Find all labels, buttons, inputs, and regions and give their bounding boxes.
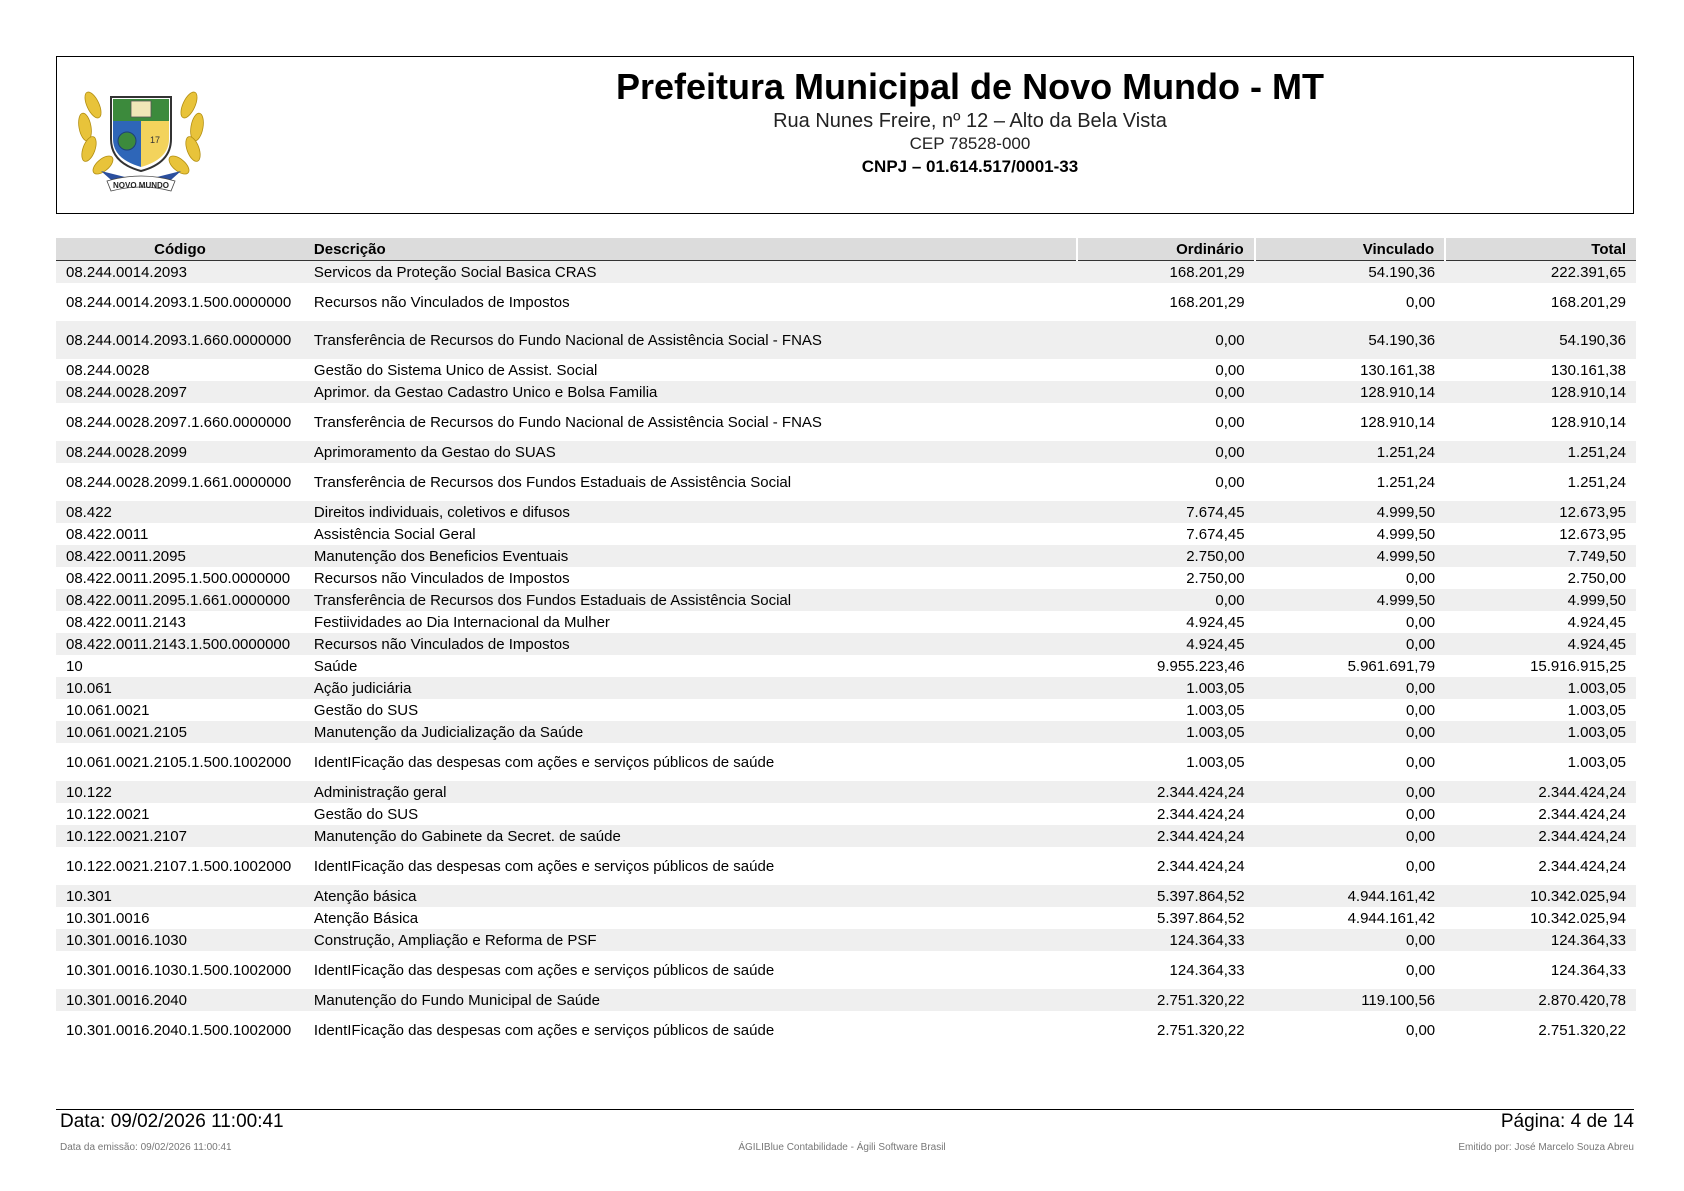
footer-software: ÁGILIBlue Contabilidade - Ágili Software Brasil (738, 1142, 946, 1153)
table-row (56, 699, 1636, 721)
row-ordinario: 168.201,29 (1077, 261, 1255, 284)
row-vinculado: 5.961.691,79 (1347, 657, 1436, 675)
row-vinculado: 0,00 (1405, 753, 1436, 771)
column-header-total: Total (1445, 238, 1636, 261)
table-row (56, 283, 1636, 321)
row-total: 2.344.424,24 (1538, 857, 1626, 875)
svg-text:17: 17 (149, 135, 161, 145)
row-ordinario: 124.364,33 (1169, 961, 1245, 979)
table-row (56, 589, 1636, 611)
row-description: Manutenção do Fundo Municipal de Saúde (304, 989, 1077, 1011)
table-row (56, 847, 1636, 885)
table-header-row (56, 238, 1636, 261)
row-description: Servicos da Proteção Social Basica CRAS (304, 261, 1077, 284)
row-vinculado: 130.161,38 (1360, 361, 1436, 379)
row-code: 10 (66, 657, 83, 675)
table-row (56, 261, 1636, 284)
row-vinculado: 0,00 (1255, 633, 1446, 655)
row-description: IdentIFicação das despesas com ações e serviços públicos de saúde (313, 1021, 775, 1039)
row-vinculado: 0,00 (1255, 929, 1446, 951)
row-code: 08.244.0028.2097 (56, 381, 304, 403)
column-header-description: Descrição (304, 238, 1077, 261)
expense-table (56, 238, 1636, 1049)
row-description: IdentIFicação das despesas com ações e serviços públicos de saúde (313, 857, 775, 875)
row-code: 10.301.0016 (66, 909, 150, 927)
row-total: 1.003,05 (1567, 701, 1626, 719)
table-row (56, 743, 1636, 781)
row-code: 08.244.0014.2093.1.500.0000000 (66, 293, 292, 311)
table-row (56, 677, 1636, 699)
row-total: 4.924,45 (1567, 613, 1626, 631)
row-ordinario: 0,00 (1077, 381, 1255, 403)
row-vinculado: 0,00 (1255, 721, 1446, 743)
row-total: 2.751.320,22 (1538, 1021, 1626, 1039)
row-total: 222.391,65 (1445, 261, 1636, 284)
table-row (56, 907, 1636, 929)
row-ordinario: 0,00 (1077, 441, 1255, 463)
row-ordinario: 1.003,05 (1077, 721, 1255, 743)
table-row (56, 611, 1636, 633)
row-ordinario: 7.674,45 (1186, 525, 1245, 543)
row-total: 2.344.424,24 (1538, 805, 1626, 823)
row-description: IdentIFicação das despesas com ações e serviços públicos de saúde (313, 753, 775, 771)
row-total: 7.749,50 (1445, 545, 1636, 567)
table-row (56, 803, 1636, 825)
table-body (56, 261, 1636, 1050)
table-row (56, 655, 1636, 677)
row-total: 1.003,05 (1445, 721, 1636, 743)
row-code: 08.422.0011.2095.1.661.0000000 (56, 589, 304, 611)
row-total: 2.750,00 (1567, 569, 1626, 587)
row-vinculado: 128.910,14 (1360, 413, 1436, 431)
row-description: Assistência Social Geral (313, 525, 476, 543)
row-code: 10.061.0021.2105.1.500.1002000 (66, 753, 292, 771)
row-code: 08.422.0011.2143.1.500.0000000 (56, 633, 304, 655)
municipal-coat-of-arms-logo (71, 75, 211, 197)
row-code: 08.422.0011.2095.1.500.0000000 (66, 569, 291, 587)
row-total: 130.161,38 (1550, 361, 1626, 379)
row-vinculado: 0,00 (1405, 805, 1436, 823)
row-total: 168.201,29 (1550, 293, 1626, 311)
row-ordinario: 1.003,05 (1186, 753, 1245, 771)
row-vinculado: 0,00 (1255, 825, 1446, 847)
table-row (56, 545, 1636, 567)
table-row (56, 781, 1636, 803)
table-row (56, 1011, 1636, 1049)
row-total: 4.999,50 (1445, 589, 1636, 611)
row-vinculado: 4.999,50 (1255, 589, 1446, 611)
row-vinculado: 54.190,36 (1255, 321, 1446, 359)
row-vinculado: 1.251,24 (1255, 441, 1446, 463)
row-total: 10.342.025,94 (1530, 909, 1626, 927)
table-row (56, 929, 1636, 951)
column-header-code: Código (56, 238, 304, 261)
row-code: 08.244.0028.2099.1.661.0000000 (66, 473, 292, 491)
row-code: 08.422 (56, 501, 304, 523)
row-vinculado: 4.999,50 (1376, 525, 1436, 543)
row-total: 1.003,05 (1567, 753, 1626, 771)
column-header-ordinario: Ordinário (1077, 238, 1255, 261)
row-description: Transferência de Recursos dos Fundos Estaduais de Assistência Social (313, 473, 792, 491)
row-description: Atenção Básica (313, 909, 419, 927)
row-ordinario: 7.674,45 (1077, 501, 1255, 523)
row-ordinario: 9.955.223,46 (1157, 657, 1245, 675)
row-code: 10.301.0016.2040 (56, 989, 304, 1011)
row-total: 2.344.424,24 (1445, 781, 1636, 803)
row-total: 1.251,24 (1445, 441, 1636, 463)
row-vinculado: 0,00 (1405, 701, 1436, 719)
table-row (56, 501, 1636, 523)
table-row (56, 403, 1636, 441)
address-line: Rua Nunes Freire, nº 12 – Alto da Bela Vista (773, 110, 1167, 132)
row-vinculado: 0,00 (1255, 677, 1446, 699)
table-row (56, 885, 1636, 907)
table-row (56, 463, 1636, 501)
row-total: 4.924,45 (1445, 633, 1636, 655)
row-code: 08.422.0011.2143 (66, 613, 186, 631)
row-code: 08.422.0011 (66, 525, 149, 543)
row-vinculado: 4.944.161,42 (1255, 885, 1446, 907)
row-code: 08.244.0014.2093 (56, 261, 304, 284)
row-code: 10.301.0016.2040.1.500.1002000 (66, 1021, 292, 1039)
row-description: Administração geral (304, 781, 1077, 803)
row-total: 2.870.420,78 (1445, 989, 1636, 1011)
row-vinculado: 0,00 (1405, 961, 1436, 979)
row-ordinario: 0,00 (1215, 361, 1245, 379)
row-description: Gestão do Sistema Unico de Assist. Social (313, 361, 598, 379)
table-row (56, 523, 1636, 545)
row-ordinario: 2.750,00 (1186, 569, 1245, 587)
row-total: 1.251,24 (1567, 473, 1626, 491)
row-code: 08.244.0028.2099 (56, 441, 304, 463)
row-ordinario: 2.344.424,24 (1077, 781, 1255, 803)
row-description: Recursos não Vinculados de Impostos (304, 633, 1077, 655)
row-description: Aprimor. da Gestao Cadastro Unico e Bolsa Familia (304, 381, 1077, 403)
row-description: Recursos não Vinculados de Impostos (313, 569, 570, 587)
row-vinculado: 0,00 (1405, 613, 1436, 631)
row-total: 128.910,14 (1445, 381, 1636, 403)
row-ordinario: 5.397.864,52 (1157, 909, 1245, 927)
row-description: Atenção básica (304, 885, 1077, 907)
row-description: Transferência de Recursos dos Fundos Estaduais de Assistência Social (304, 589, 1077, 611)
table-row (56, 989, 1636, 1011)
row-code: 10.061.0021.2105 (56, 721, 304, 743)
row-total: 10.342.025,94 (1445, 885, 1636, 907)
row-code: 08.422.0011.2095 (56, 545, 304, 567)
row-ordinario: 2.344.424,24 (1157, 857, 1245, 875)
row-code: 10.122.0021.2107.1.500.1002000 (66, 857, 292, 875)
row-total: 15.916.915,25 (1530, 657, 1626, 675)
row-ordinario: 124.364,33 (1077, 929, 1255, 951)
footer-date: Data: 09/02/2026 11:00:41 (60, 1111, 284, 1132)
row-code: 10.061.0021 (66, 701, 150, 719)
row-code: 10.122.0021.2107 (56, 825, 304, 847)
row-description: Transferência de Recursos do Fundo Nacional de Assistência Social - FNAS (304, 321, 1077, 359)
row-total: 124.364,33 (1550, 961, 1626, 979)
row-code: 10.301 (56, 885, 304, 907)
row-description: Festiividades ao Dia Internacional da Mulher (313, 613, 610, 631)
footer-divider (56, 1109, 1634, 1110)
row-ordinario: 2.344.424,24 (1077, 825, 1255, 847)
row-code: 08.244.0014.2093.1.660.0000000 (56, 321, 304, 359)
report-header (56, 56, 1634, 214)
row-total: 12.673,95 (1559, 525, 1626, 543)
row-ordinario: 4.924,45 (1186, 613, 1245, 631)
table-row (56, 825, 1636, 847)
footer-emission-date: Data da emissão: 09/02/2026 11:00:41 (60, 1142, 232, 1153)
row-description: Manutenção da Judicialização da Saúde (304, 721, 1077, 743)
table-row (56, 321, 1636, 359)
row-vinculado: 1.251,24 (1376, 473, 1436, 491)
row-description: Ação judiciária (304, 677, 1077, 699)
table-row (56, 567, 1636, 589)
row-ordinario: 5.397.864,52 (1077, 885, 1255, 907)
row-ordinario: 2.344.424,24 (1157, 805, 1245, 823)
row-description: Manutenção dos Beneficios Eventuais (304, 545, 1077, 567)
row-vinculado: 119.100,56 (1255, 989, 1446, 1011)
table-row (56, 721, 1636, 743)
row-ordinario: 0,00 (1077, 589, 1255, 611)
row-total: 2.344.424,24 (1445, 825, 1636, 847)
row-ordinario: 2.750,00 (1077, 545, 1255, 567)
row-code: 10.301.0016.1030.1.500.1002000 (66, 961, 292, 979)
table-row (56, 633, 1636, 655)
row-code: 10.061 (56, 677, 304, 699)
row-description: Construção, Ampliação e Reforma de PSF (304, 929, 1077, 951)
row-total: 128.910,14 (1550, 413, 1626, 431)
row-code: 10.301.0016.1030 (56, 929, 304, 951)
header-text-block (347, 65, 1593, 179)
row-ordinario: 0,00 (1215, 413, 1245, 431)
row-description: IdentIFicação das despesas com ações e serviços públicos de saúde (313, 961, 775, 979)
row-total: 124.364,33 (1445, 929, 1636, 951)
table-row (56, 359, 1636, 381)
row-description: Gestão do SUS (313, 701, 419, 719)
row-description: Gestão do SUS (313, 805, 419, 823)
row-ordinario: 2.751.320,22 (1077, 989, 1255, 1011)
footer-issued-by: Emitido por: José Marcelo Souza Abreu (1458, 1142, 1634, 1153)
row-vinculado: 4.999,50 (1255, 501, 1446, 523)
footer-page-number: Página: 4 de 14 (1500, 1111, 1634, 1132)
row-total: 1.003,05 (1445, 677, 1636, 699)
table-row (56, 381, 1636, 403)
row-code: 08.244.0028.2097.1.660.0000000 (66, 413, 292, 431)
row-ordinario: 4.924,45 (1077, 633, 1255, 655)
row-vinculado: 0,00 (1405, 569, 1436, 587)
svg-text:NOVO MUNDO: NOVO MUNDO (113, 181, 169, 190)
row-code: 10.122.0021 (66, 805, 150, 823)
row-ordinario: 0,00 (1215, 473, 1245, 491)
row-description: Transferência de Recursos do Fundo Nacional de Assistência Social - FNAS (313, 413, 822, 431)
column-header-vinculado: Vinculado (1255, 238, 1446, 261)
row-vinculado: 0,00 (1255, 781, 1446, 803)
row-vinculado: 0,00 (1405, 857, 1436, 875)
row-total: 12.673,95 (1445, 501, 1636, 523)
table-row (56, 951, 1636, 989)
row-ordinario: 1.003,05 (1186, 701, 1245, 719)
cep-line: CEP 78528-000 (909, 134, 1031, 153)
row-description: Saúde (313, 657, 358, 675)
row-description: Manutenção do Gabinete da Secret. de saúde (304, 825, 1077, 847)
row-vinculado: 54.190,36 (1255, 261, 1446, 284)
row-ordinario: 0,00 (1077, 321, 1255, 359)
row-ordinario: 168.201,29 (1169, 293, 1245, 311)
row-vinculado: 128.910,14 (1255, 381, 1446, 403)
row-ordinario: 2.751.320,22 (1157, 1021, 1245, 1039)
row-vinculado: 4.944.161,42 (1347, 909, 1436, 927)
table-row (56, 441, 1636, 463)
row-description: Aprimoramento da Gestao do SUAS (304, 441, 1077, 463)
row-code: 08.244.0028 (66, 361, 150, 379)
row-vinculado: 0,00 (1405, 1021, 1436, 1039)
row-total: 54.190,36 (1445, 321, 1636, 359)
row-description: Recursos não Vinculados de Impostos (313, 293, 570, 311)
row-vinculado: 0,00 (1405, 293, 1436, 311)
row-description: Direitos individuais, coletivos e difusos (304, 501, 1077, 523)
row-ordinario: 1.003,05 (1077, 677, 1255, 699)
cnpj-line: CNPJ – 01.614.517/0001-33 (861, 157, 1079, 176)
page-title: Prefeitura Municipal de Novo Mundo - MT (615, 66, 1324, 107)
row-vinculado: 4.999,50 (1255, 545, 1446, 567)
row-code: 10.122 (56, 781, 304, 803)
